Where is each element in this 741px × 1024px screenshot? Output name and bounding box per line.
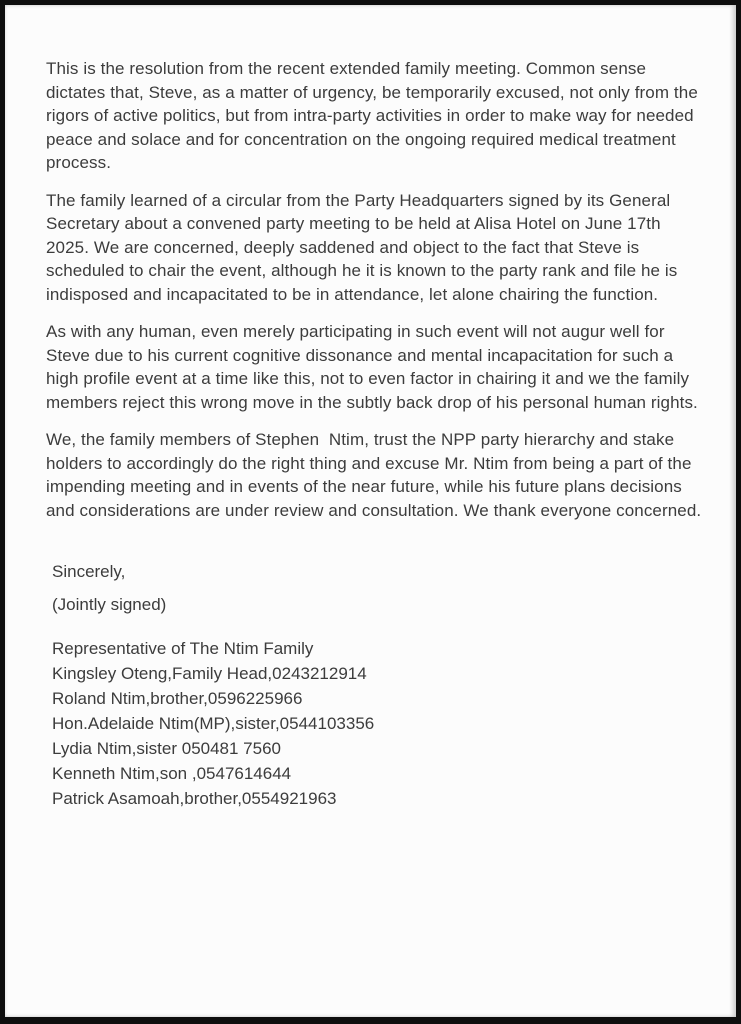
body-paragraph: As with any human, even merely participating in such event will not augur well for Steve due to his current cognitive dissonance and mental incapacitation for such a high profile event at a time like this, not to even factor in chairing it and we the family members reject this wrong move in the subtly back drop of his personal human rights. <box>46 322 698 412</box>
signatory-line: Lydia Ntim,sister 050481 7560 <box>52 739 282 758</box>
body-paragraph: We, the family members of Stephen Ntim, trust the NPP party hierarchy and stake holders to accordingly do the right thing and excuse Mr. Ntim from being a part of the impending meeting and in events of the near future, while his future plans decisions and considerations are under review and consultation. We thank everyone concerned. <box>46 430 702 520</box>
body-paragraph: The family learned of a circular from the Party Headquarters signed by its General Secretary about a convened party meeting to be held at Alisa Hotel on June 17th 2025. We are concerned, deeply saddened and object to the fact that Steve is scheduled to chair the event, although he it is known to the party rank and file he is indisposed and incapacitated to be in attendance, let alone chairing the function. <box>46 190 683 304</box>
body-paragraph: This is the resolution from the recent extended family meeting. Common sense dictates that, Steve, as a matter of urgency, be temporarily excused, not only from the rigors of active politics, but from intra-party activities in order to make way for needed peace and solace and for concentration on the ongoing required medical treatment process. <box>46 59 703 172</box>
document-page <box>5 5 736 1017</box>
signatory-line: Kenneth Ntim,son ,0547614644 <box>52 764 292 783</box>
signatory-line: Kingsley Oteng,Family Head,0243212914 <box>52 664 367 683</box>
signatory-line: Hon.Adelaide Ntim(MP),sister,0544103356 <box>52 714 375 733</box>
closing-signed-note: (Jointly signed) <box>52 594 167 614</box>
signatory-line: Patrick Asamoah,brother,0554921963 <box>52 789 337 808</box>
closing-block <box>52 560 703 616</box>
signatories-block <box>52 636 703 811</box>
letter-body <box>5 5 736 811</box>
signatories-heading: Representative of The Ntim Family <box>52 639 314 658</box>
signatory-line: Roland Ntim,brother,0596225966 <box>52 689 303 708</box>
closing-salutation: Sincerely, <box>52 562 126 581</box>
